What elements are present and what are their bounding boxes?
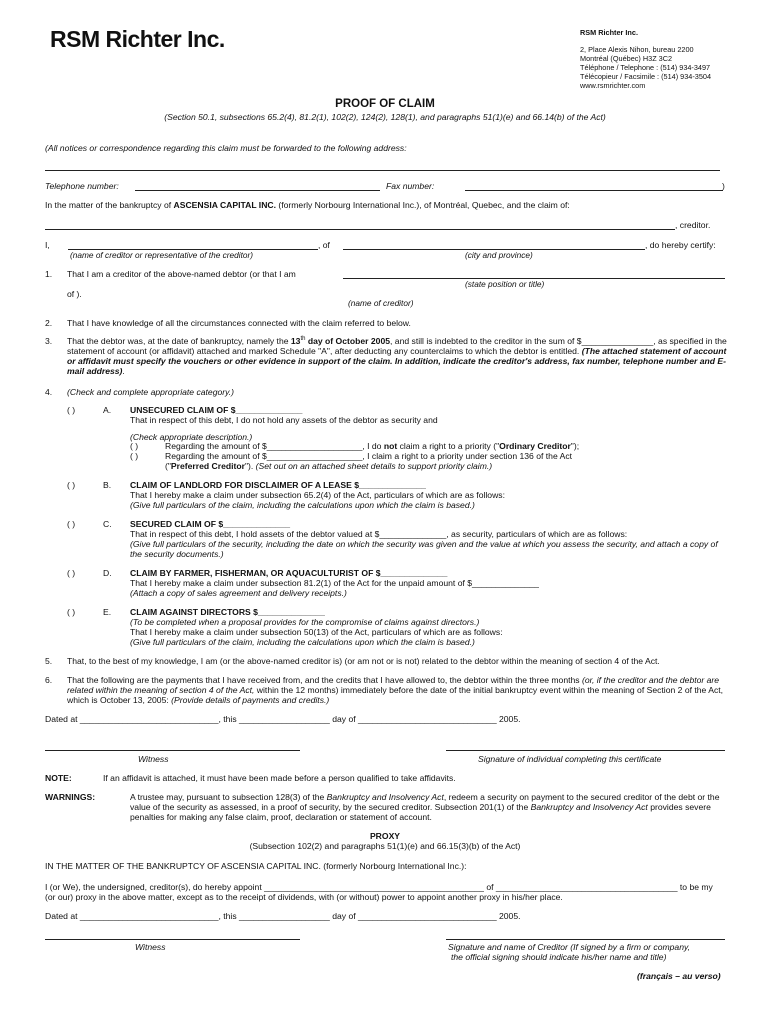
cat-c-heading: SECURED CLAIM OF $______________ bbox=[130, 519, 291, 529]
checkbox-d[interactable]: ( ) bbox=[67, 568, 76, 578]
cat-b-line2: (Give full particulars of the claim, including the calculations upon which the claim is based.) bbox=[130, 500, 475, 510]
proxy-title: PROXY bbox=[369, 831, 401, 841]
witness-line[interactable] bbox=[45, 750, 300, 751]
caption-name-of-creditor: (name of creditor or representative of the creditor) bbox=[70, 250, 254, 260]
french-version-note: (français – au verso) bbox=[637, 971, 721, 981]
cat-e-line1: (To be completed when a proposal provides for the compromise of claims against directors.) bbox=[130, 617, 480, 627]
signature-label: Signature of individual completing this certificate bbox=[478, 754, 662, 764]
firm-phone: Téléphone / Telephone : (514) 934-3497 bbox=[580, 63, 711, 72]
telephone-label: Telephone number: bbox=[45, 181, 119, 191]
proxy-signature-label-2: the official signing should indicate his/her name and title) bbox=[451, 952, 667, 962]
creditor-suffix: , creditor. bbox=[675, 220, 711, 230]
company-logo: RSM Richter Inc. bbox=[50, 26, 225, 52]
certify-text: , do hereby certify: bbox=[645, 240, 716, 250]
cat-b-line1: That I hereby make a claim under subsection 65.2(4) of the Act, particulars of which are as follows: bbox=[130, 490, 505, 500]
fax-field[interactable] bbox=[465, 190, 723, 191]
p4-number: 4. bbox=[45, 387, 53, 397]
checkbox-e[interactable]: ( ) bbox=[67, 607, 76, 617]
creditor-field[interactable] bbox=[45, 229, 675, 230]
cat-a-line1: That in respect of this debt, I do not hold any assets of the debtor as security and bbox=[130, 415, 438, 425]
of-label: , of bbox=[318, 240, 330, 250]
cat-d-line1: That I hereby make a claim under subsection 81.2(1) of the Act for the unpaid amount of $______________ bbox=[130, 578, 539, 588]
checkbox-b[interactable]: ( ) bbox=[67, 480, 76, 490]
cat-e-heading: CLAIM AGAINST DIRECTORS $______________ bbox=[130, 607, 325, 617]
i-label: I, bbox=[45, 240, 50, 250]
proxy-matter: IN THE MATTER OF THE BANKRUPTCY OF ASCENSIA CAPITAL INC. (formerly Norbourg International Inc.): bbox=[45, 861, 467, 871]
proxy-subtitle: (Subsection 102(2) and paragraphs 51(1)(e) and 66.15(3)(b) of the Act) bbox=[249, 841, 521, 851]
p6-text: That the following are the payments that I have received from, and the credits that I have allowed to, the debtor within the three months (or, if the creditor and the debtor are related within the meaning of section 4 of the Act, within the 12 months) immediately before the date of the initial bankruptcy event within the meaning of Section 2 of the Act, which is October 13, 2005: (Provide details of payments and credits.) bbox=[67, 675, 724, 705]
form-title: PROOF OF CLAIM bbox=[335, 98, 435, 110]
p1-of: of ). bbox=[67, 289, 82, 299]
form-subtitle: (Section 50.1, subsections 65.2(4), 81.2(1), 102(2), 124(2), 128(1), and paragraphs 51(1)(e) and 66.14(b) of the Act) bbox=[164, 112, 606, 122]
caption-name-creditor: (name of creditor) bbox=[348, 298, 414, 308]
cat-b-heading: CLAIM OF LANDLORD FOR DISCLAIMER OF A LEASE $______________ bbox=[130, 480, 426, 490]
cat-b-letter: B. bbox=[103, 480, 112, 490]
firm-address-1: 2, Place Alexis Nihon, bureau 2200 bbox=[580, 45, 694, 54]
checkbox-a[interactable]: ( ) bbox=[67, 405, 76, 415]
proxy-signature-label-1: Signature and name of Creditor (If signed by a firm or company, bbox=[448, 942, 691, 952]
p4-text: (Check and complete appropriate category.) bbox=[67, 387, 235, 397]
p5-number: 5. bbox=[45, 656, 53, 666]
checkbox-c[interactable]: ( ) bbox=[67, 519, 76, 529]
firm-address-2: Montréal (Québec) H3Z 3C2 bbox=[580, 54, 673, 63]
firm-fax: Télécopieur / Facsimile : (514) 934-3504 bbox=[580, 72, 712, 81]
cat-a-letter: A. bbox=[103, 405, 112, 415]
p3-number: 3. bbox=[45, 336, 53, 346]
signature-line[interactable] bbox=[446, 750, 725, 751]
cat-a-opt2b: ("Preferred Creditor"). (Set out on an attached sheet details to support priority claim.) bbox=[165, 461, 493, 471]
p1-text: That I am a creditor of the above-named debtor (or that I am bbox=[67, 269, 296, 279]
proxy-signature-line[interactable] bbox=[446, 939, 725, 940]
cat-c-letter: C. bbox=[103, 519, 112, 529]
witness-label: Witness bbox=[138, 754, 169, 764]
matter-statement: In the matter of the bankruptcy of ASCENSIA CAPITAL INC. (formerly Norbourg International Inc.), of Montréal, Quebec, and the claim of: bbox=[45, 200, 570, 210]
note-text: If an affidavit is attached, it must have been made before a person qualified to take affidavits. bbox=[103, 773, 456, 783]
caption-city: (city and province) bbox=[465, 250, 533, 260]
cat-e-line3: (Give full particulars of the claim, including the calculations upon which the claim is based.) bbox=[130, 637, 475, 647]
cat-d-line2: (Attach a copy of sales agreement and delivery receipts.) bbox=[130, 588, 347, 598]
p6-number: 6. bbox=[45, 675, 53, 685]
cat-a-heading: UNSECURED CLAIM OF $______________ bbox=[130, 405, 303, 415]
cat-d-heading: CLAIM BY FARMER, FISHERMAN, OR AQUACULTURIST OF $______________ bbox=[130, 568, 448, 578]
p2-number: 2. bbox=[45, 318, 53, 328]
note-label: NOTE: bbox=[45, 773, 72, 783]
address-field[interactable] bbox=[45, 170, 720, 171]
p3-text: That the debtor was, at the date of bankruptcy, namely the 13th day of October 2005, and still is indebted to the creditor in the sum of $_______________, as specified in the statement of account (or affidavit) attached and marked Schedule "A", after deducting any counterclaims to which the debtor is entitled. (The attached statement of account or affidavit must specify the vouchers or other evidence in support of the claim. In addition, indicate the creditor's address, fax number, telephone number and E-mail address). bbox=[67, 336, 727, 376]
proxy-appoint[interactable]: I (or We), the undersigned, creditor(s), do hereby appoint ______________________________________________ of ______________________________________ to be my (or our) proxy in the above matter, except as to the receipt of dividends, with (or without) power to appoint another proxy in his/her place. bbox=[45, 882, 713, 902]
proxy-witness-label: Witness bbox=[135, 942, 166, 952]
p1-number: 1. bbox=[45, 269, 53, 279]
checkbox-preferred[interactable]: ( ) bbox=[130, 451, 139, 461]
cat-d-letter: D. bbox=[103, 568, 112, 578]
caption-position: (state position or title) bbox=[465, 279, 545, 289]
warnings-label: WARNINGS: bbox=[45, 792, 96, 802]
cat-a-opt1: Regarding the amount of $____________________, I do not claim a right to a priority ("Ordinary Creditor"); bbox=[165, 441, 580, 451]
proxy-witness-line[interactable] bbox=[45, 939, 300, 940]
cat-c-line2: (Give full particulars of the security, including the date on which the security was given and the value at which you assess the security, and attach a copy of the security documents.) bbox=[130, 539, 718, 559]
p5-text: That, to the best of my knowledge, I am (or the above-named creditor is) (or am not or is not) related to the debtor within the meaning of section 4 of the Act. bbox=[67, 656, 660, 666]
firm-website: www.rsmrichter.com bbox=[580, 81, 646, 90]
proxy-dated-line[interactable]: Dated at _____________________________, this ___________________ day of _____________________________ 2005. bbox=[45, 911, 521, 921]
p2-text: That I have knowledge of all the circumstances connected with the claim referred to below. bbox=[67, 318, 411, 328]
cat-a-line2: (Check appropriate description.) bbox=[130, 432, 253, 442]
checkbox-ordinary[interactable]: ( ) bbox=[130, 441, 139, 451]
cat-c-line1: That in respect of this debt, I hold assets of the debtor valued at $______________, as security, particulars of which are as follows: bbox=[130, 529, 628, 539]
cat-e-line2: That I hereby make a claim under subsection 50(13) of the Act, particulars of which are as follows: bbox=[130, 627, 503, 637]
telephone-field[interactable] bbox=[135, 190, 380, 191]
fax-label: Fax number: bbox=[386, 181, 435, 191]
warnings-text: A trustee may, pursuant to subsection 128(3) of the Bankruptcy and Insolvency Act, redeem a security on payment to the secured creditor of the debt or the value of the security as assessed, in a proof of security, by the secured creditor. Subsection 201(1) of the Bankruptcy and Insolvency Act provides severe penalties for making any false claim, proof, declaration or statement of account. bbox=[130, 792, 720, 822]
firm-name: RSM Richter Inc. bbox=[580, 28, 638, 37]
fax-close: ) bbox=[722, 181, 725, 191]
notice-text: (All notices or correspondence regarding this claim must be forwarded to the following address: bbox=[45, 143, 407, 153]
cat-a-opt2: Regarding the amount of $____________________, I claim a right to a priority under section 136 of the Act bbox=[165, 451, 573, 461]
dated-line[interactable]: Dated at _____________________________, this ___________________ day of _____________________________ 2005. bbox=[45, 714, 521, 724]
cat-e-letter: E. bbox=[103, 607, 112, 617]
